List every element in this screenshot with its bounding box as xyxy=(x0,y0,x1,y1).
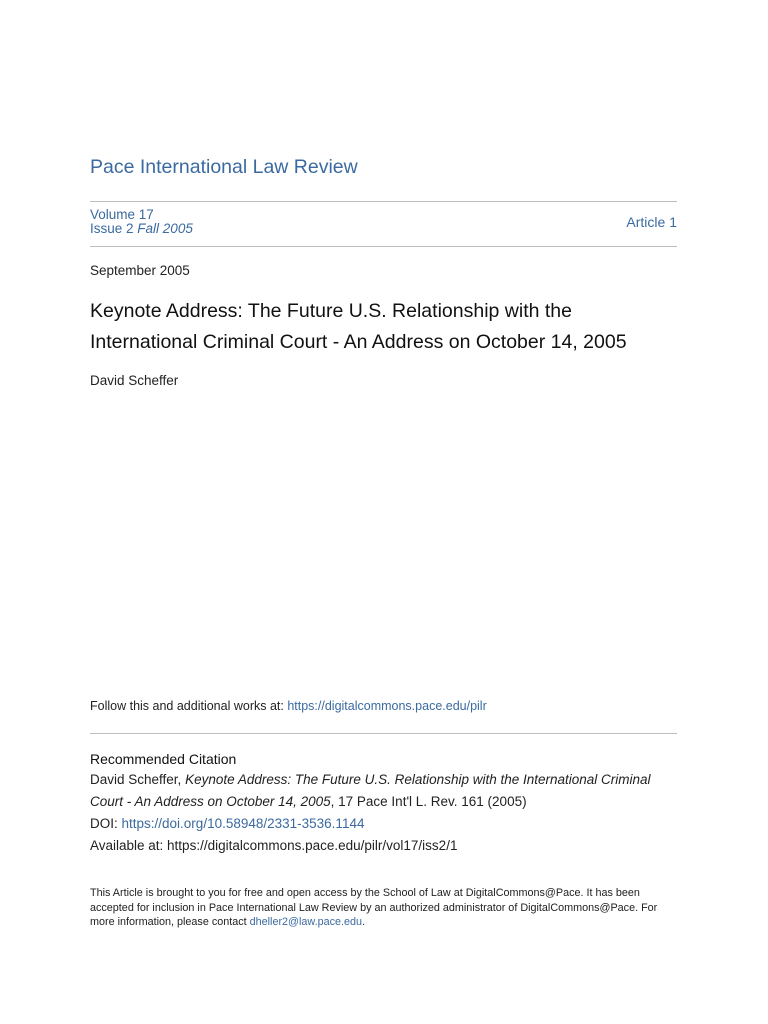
doi-line xyxy=(90,813,680,835)
citation-divider xyxy=(90,733,677,734)
collection-link[interactable]: https://digitalcommons.pace.edu/pilr xyxy=(287,699,487,713)
recommended-citation xyxy=(90,749,680,857)
access-notice xyxy=(90,886,680,930)
citation-source: , 17 Pace Int'l L. Rev. 161 (2005) xyxy=(330,794,527,809)
doi-label: DOI: xyxy=(90,816,122,831)
issue-season: Fall 2005 xyxy=(137,221,193,236)
citation-text xyxy=(90,769,680,813)
volume-link[interactable]: Volume 17 xyxy=(90,207,154,222)
citation-author: David Scheffer, xyxy=(90,772,186,787)
author-name: David Scheffer xyxy=(90,373,179,388)
article-title-line-1: Keynote Address: The Future U.S. Relationship with the xyxy=(90,300,572,322)
available-at: Available at: https://digitalcommons.pace.edu/pilr/vol17/iss2/1 xyxy=(90,838,458,853)
article-number-link[interactable]: Article 1 xyxy=(626,214,677,230)
access-notice-end: . xyxy=(362,916,366,928)
access-notice-text: This Article is brought to you for free and open access by the School of Law at DigitalCommons@Pace. It has been accepted for inclusion in Pace International Law Review by an authorized administrator of DigitalCommons@Pace. For more information, please contact xyxy=(90,887,658,928)
article-title xyxy=(90,296,690,358)
citation-title: Keynote Address: The Future U.S. Relationship with the International Criminal Court - An Address on October 14, 2005 xyxy=(90,772,651,809)
follow-line xyxy=(90,699,487,713)
volume-issue-block xyxy=(90,208,193,236)
article-title-line-2: International Criminal Court - An Address on October 14, 2005 xyxy=(90,331,627,353)
issue-link[interactable] xyxy=(90,222,193,236)
citation-heading: Recommended Citation xyxy=(90,751,237,767)
follow-text: Follow this and additional works at: xyxy=(90,699,288,713)
contact-email-link[interactable]: dheller2@law.pace.edu xyxy=(249,916,363,928)
journal-title-link[interactable]: Pace International Law Review xyxy=(90,156,358,178)
issue-label: Issue 2 xyxy=(90,221,134,236)
mid-divider xyxy=(90,246,677,247)
top-divider xyxy=(90,201,677,202)
doi-link[interactable]: https://doi.org/10.58948/2331-3536.1144 xyxy=(121,816,365,831)
publication-date: September 2005 xyxy=(90,263,190,278)
